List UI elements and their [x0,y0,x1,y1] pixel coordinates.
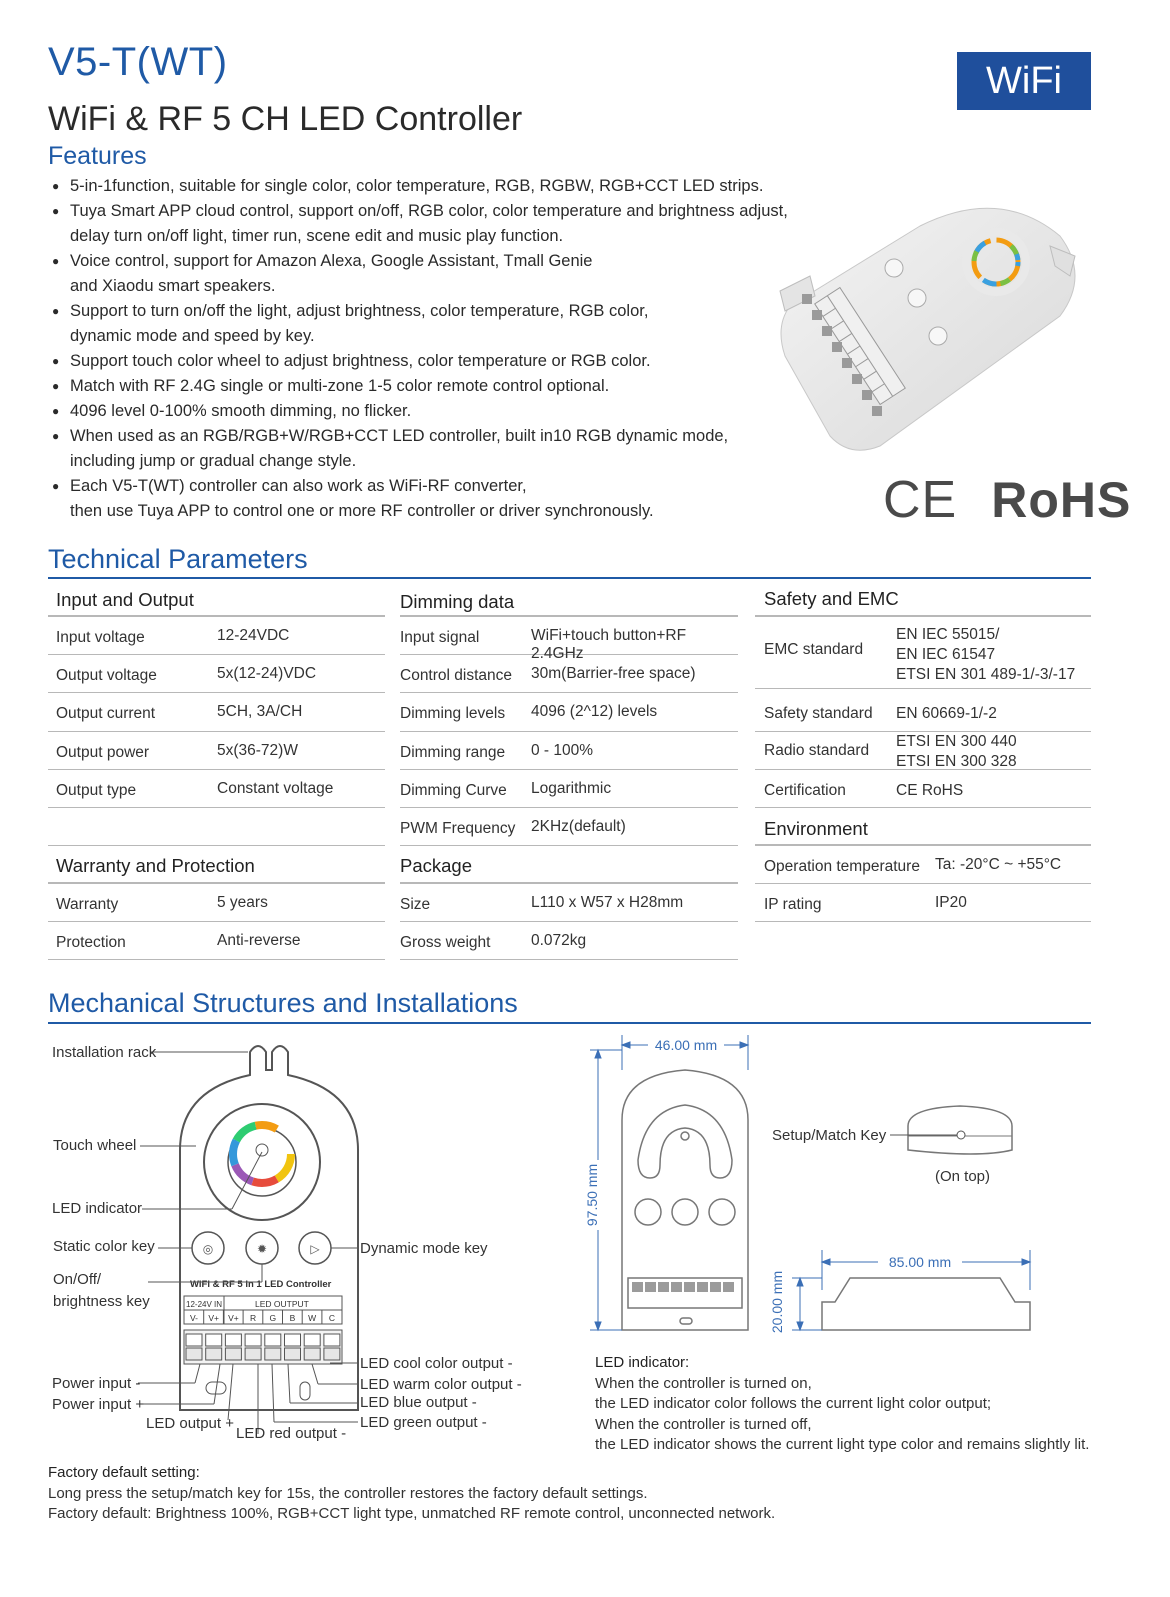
param-value: 5x(36-72)W [217,741,298,759]
led-indicator-note: LED indicator: When the controller is turned on, the LED indicator color follows the current light color output; When the controller is turned off, the LED indicator shows the current light type color and remains slightly lit. [595,1354,1090,1453]
param-value: WiFi+touch button+RF 2.4GHz [531,627,687,662]
param-label: Gross weight [400,934,491,951]
tech-rule [48,577,1091,579]
table-row [400,808,738,846]
label-power-input-pos: Power input + [52,1396,145,1413]
feature-item: ● Tuya Smart APP cloud control, support on/off, RGB color, color temperature and brightness adjust, delay turn on/off light, timer run, scene edit and music play function. [52,199,842,249]
table-heading: Warranty and Protection [48,846,385,884]
param-label: Size [400,896,431,913]
factory-default-note: Factory default setting: Long press the setup/match key for 15s, the controller restores the factory default settings. Factory default: Brightness 100%, RGB+CCT light type, unmatched RF remote control, unconnected network. [48,1464,776,1522]
feature-item: ● Support to turn on/off the light, adjust brightness, color temperature, RGB color, dynamic mode and speed by key. [52,299,842,349]
param-label: Output type [56,781,137,799]
terminal-label: W [308,1313,317,1323]
param-label: Control distance [400,667,513,685]
terminal-label: B [289,1313,296,1323]
label-led-output-pos: LED output + [146,1415,234,1432]
param-label: Dimming range [400,743,506,761]
label-static-color-key: Static color key [53,1238,155,1255]
table-heading: Dimming data [400,584,738,617]
svg-text:◎: ◎ [202,1242,214,1256]
param-label: Protection [56,934,126,951]
table-row [400,732,738,770]
param-value: Ta: -20°C ~ +55°C [935,856,1062,873]
terminal-block [265,1334,281,1346]
cert-marks [883,470,1131,530]
label-led-green: LED green output - [360,1414,487,1431]
table-row [400,884,738,922]
svg-text:LED OUTPUT: LED OUTPUT [255,1299,309,1309]
param-label: Output voltage [56,667,157,685]
terminal-label: V+ [228,1313,239,1323]
param-value: Constant voltage [217,779,334,797]
terminal-block [304,1334,320,1346]
terminal-block [225,1334,241,1346]
svg-text:▷: ▷ [310,1242,320,1256]
param-value: 5 years [217,894,268,911]
table-heading: Environment [755,808,1091,846]
label-on-top: (On top) [935,1168,991,1185]
model-title: V5-T(WT) [48,40,228,84]
table-row [48,693,385,731]
features-heading: Features [48,142,147,170]
terminal-block [245,1334,261,1346]
table-row [48,655,385,693]
terminal-label: R [250,1313,257,1323]
terminal-block [186,1334,202,1346]
dim-depth: 20.00 mm [769,1270,785,1334]
table-row: Safety standard EN 60669-1/-2 [755,689,1091,732]
table-row [400,617,738,662]
param-label: Dimming levels [400,705,506,723]
label-on-off-1: On/Off/ [53,1271,102,1288]
radio-values: ETSI EN 300 440 ETSI EN 300 328 [896,733,1017,770]
param-label: Output current [56,705,156,723]
device-product-label: WiFi & RF 5 in 1 LED Controller [190,1279,332,1290]
param-value: 30m(Barrier-free space) [531,665,696,683]
feature-item: ● Each V5-T(WT) controller can also work as WiFi-RF converter, then use Tuya APP to control one or more RF controller or driver synchronously. [52,474,842,524]
dim-width: 46.00 mm [654,1037,718,1053]
param-label: Warranty [56,896,119,913]
dimension-diagram [560,1030,1100,1340]
param-value: 4096 (2^12) levels [531,703,658,721]
table-row [755,884,1091,922]
label-dynamic-mode-key: Dynamic mode key [360,1240,488,1257]
param-label: Output power [56,743,150,761]
table-row: EMC standard EN IEC 55015/ EN IEC 61547 ETSI EN 301 489-1/-3/-17 [755,617,1091,689]
param-value: Logarithmic [531,779,612,797]
table-heading: Package [400,846,738,884]
dim-length: 85.00 mm [888,1254,952,1270]
label-installation-rack: Installation rack [52,1044,157,1061]
tech-heading: Technical Parameters [48,544,308,574]
features-list [52,174,842,524]
feature-item: ● Match with RF 2.4G single or multi-zone 1-5 color remote control optional. [52,374,842,399]
label-led-red: LED red output - [236,1425,347,1442]
table-heading: Input and Output [48,584,385,617]
param-value: L110 x W57 x H28mm [531,894,684,911]
table-row [48,732,385,770]
table-row [48,922,385,960]
terminal-label: V- [189,1313,199,1323]
table-heading: Safety and EMC [755,584,1091,617]
dim-height: 97.50 mm [584,1163,600,1227]
param-value: 2KHz(default) [531,818,626,835]
terminal-label: G [269,1313,277,1323]
param-label: PWM Frequency [400,820,516,837]
label-power-input-neg: Power input - [52,1375,141,1392]
table-row [48,770,385,808]
label-led-warm: LED warm color output - [360,1376,522,1393]
table-row: Radio standard ETSI EN 300 440 ETSI EN 300 328 [755,732,1091,770]
param-value: 5x(12-24)VDC [217,665,317,683]
param-label: Operation temperature [764,858,920,875]
label-led-cool: LED cool color output - [360,1355,513,1372]
param-value: 12-24VDC [217,627,290,644]
feature-item: ● 4096 level 0-100% smooth dimming, no flicker. [52,399,842,424]
rohs-mark: RoHS [991,472,1132,528]
param-value: IP20 [935,894,967,911]
table-row-blank [48,808,385,846]
label-led-indicator: LED indicator [52,1200,143,1217]
label-on-off-2: brightness key [53,1293,150,1310]
table-row [755,846,1091,884]
feature-item: ● When used as an RGB/RGB+W/RGB+CCT LED controller, built in10 RGB dynamic mode, including jump or gradual change style. [52,424,842,474]
product-subtitle: WiFi & RF 5 CH LED Controller [48,100,523,138]
svg-text:✹: ✹ [256,1242,268,1256]
terminal-label: V+ [208,1313,220,1323]
param-value: 0.072kg [531,932,587,949]
table-row: Certification CE RoHS [755,770,1091,808]
feature-item: ● Voice control, support for Amazon Alexa, Google Assistant, Tmall Genie and Xiaodu smart speakers. [52,249,842,299]
table-row [400,693,738,731]
feature-item: ● Support touch color wheel to adjust brightness, color temperature or RGB color. [52,349,842,374]
table-row [400,922,738,960]
product-photo [770,196,1090,456]
param-value: 0 - 100% [531,741,594,759]
ce-mark: CE [883,471,958,529]
table-row [48,884,385,922]
feature-item: ● 5-in-1function, suitable for single color, color temperature, RGB, RGBW, RGB+CCT LED strips. [52,174,842,199]
terminal-label: C [328,1313,335,1323]
table-row [48,617,385,655]
param-label: IP rating [764,896,822,913]
label-led-blue: LED blue output - [360,1394,477,1411]
label-setup-match-key: Setup/Match Key [772,1127,887,1144]
mech-heading: Mechanical Structures and Installations [48,988,518,1018]
wifi-badge: WiFi [957,52,1091,110]
param-label: Input voltage [56,629,145,646]
terminal-block [285,1334,301,1346]
terminal-block [324,1334,340,1346]
terminal-block [206,1334,222,1346]
param-value: 5CH, 3A/CH [217,703,303,721]
table-row [400,770,738,808]
param-label: Dimming Curve [400,781,507,799]
emc-values: EN IEC 55015/ EN IEC 61547 ETSI EN 301 489-1/-3/-17 [896,626,1076,683]
label-touch-wheel: Touch wheel [53,1137,137,1154]
param-value: Anti-reverse [217,932,301,949]
param-label: Input signal [400,629,480,646]
table-row [400,655,738,693]
mech-rule [48,1022,1091,1024]
svg-text:12-24V IN: 12-24V IN [186,1300,223,1309]
